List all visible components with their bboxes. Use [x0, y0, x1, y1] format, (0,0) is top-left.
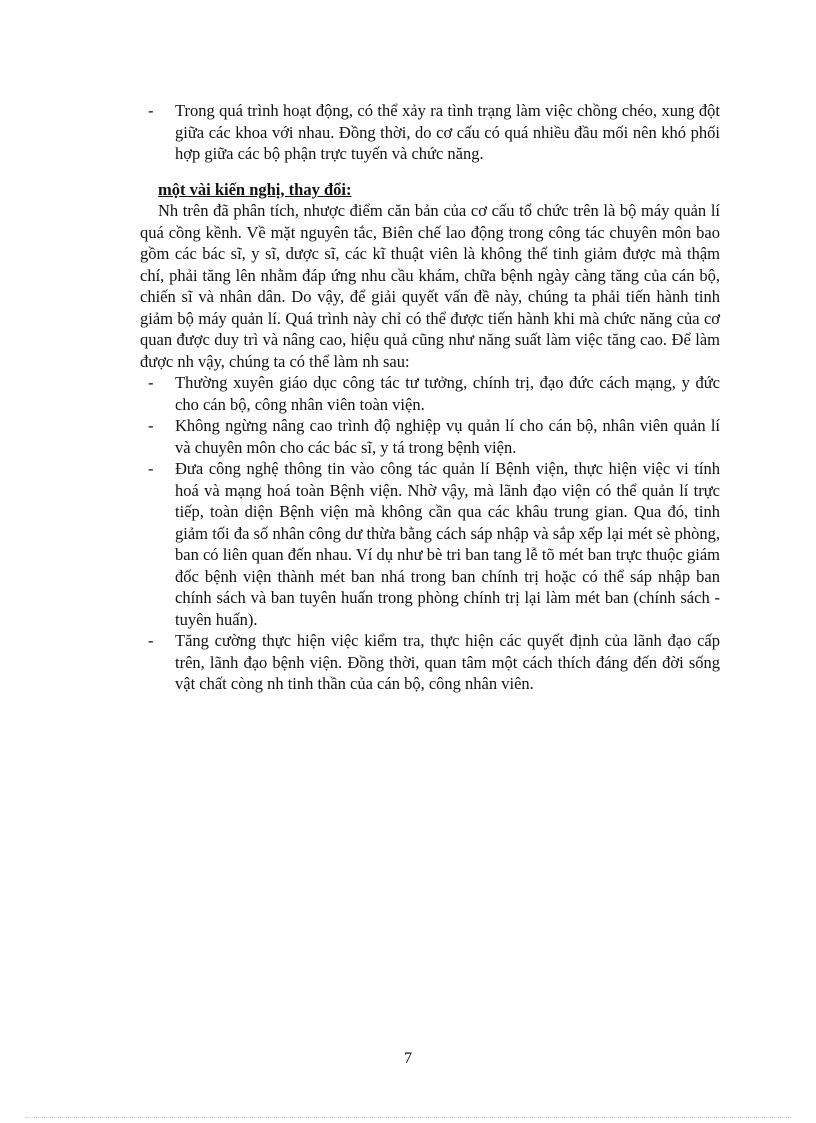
recommendation-item: [140, 372, 720, 415]
bullet-dash: -: [148, 101, 154, 120]
bullet-dash: -: [148, 459, 154, 478]
bullet-dash: -: [148, 416, 154, 435]
page-body: [140, 100, 720, 695]
page-number: 7: [404, 1050, 412, 1067]
intro-bullet-item: [140, 100, 720, 165]
recommendation-text: Thường xuyên giáo dục công tác tư tưởng, chính trị, đạo đức cách mạng, y đức cho cán bộ, công nhân viên toàn viện.: [175, 373, 720, 414]
recommendation-text: Tăng cường thực hiện việc kiểm tra, thực hiện các quyết định của lãnh đạo cấp trên, lãnh đạo bệnh viện. Đồng thời, quan tâm một cách thích đáng đến đời sống vật chất còng nh tinh thần của cán bộ, công nhân viên.: [175, 631, 720, 693]
recommendation-item: [140, 415, 720, 458]
page-bottom-divider: [25, 1117, 791, 1118]
recommendation-item: [140, 458, 720, 630]
section-heading: một vài kiến nghị, thay đổi:: [158, 179, 352, 199]
bullet-dash: -: [148, 373, 154, 392]
recommendation-list: [140, 372, 720, 695]
recommendation-text: Không ngừng nâng cao trình độ nghiệp vụ quản lí cho cán bộ, nhân viên quản lí và chuyên môn cho các bác sĩ, y tá trong bệnh viện.: [175, 416, 720, 457]
bullet-dash: -: [148, 631, 154, 650]
body-paragraph: Nh trên đã phân tích, nhược điểm căn bản của cơ cấu tổ chức trên là bộ máy quản lí quá cồng kềnh. Về mặt nguyên tắc, Biên chế lao động trong công tác chuyên môn bao gồm các bác sĩ, y sĩ, dược sĩ, các kĩ thuật viên là không thể tinh giảm được mà thậm chí, phải tăng lên nhằm đáp ứng nhu cầu khám, chữa bệnh ngày càng tăng của cán bộ, chiến sĩ và nhân dân. Do vậy, để giải quyết vấn đề này, chúng ta phải tiến hành tinh giảm bộ máy quản lí. Quá trình này chỉ có thể được tiến hành khi mà chức năng của cơ quan được duy trì và nâng cao, hiệu quả cũng như năng suất làm việc tăng cao. Để làm được nh vậy, chúng ta có thể làm nh sau:: [140, 201, 720, 371]
intro-bullet-text: Trong quá trình hoạt động, có thể xảy ra tình trạng làm việc chồng chéo, xung đột giữa các khoa với nhau. Đồng thời, do cơ cấu có quá nhiều đầu mối nên khó phối hợp giữa các bộ phận trực tuyến và chức năng.: [175, 101, 720, 163]
recommendation-item: [140, 630, 720, 695]
recommendation-text: Đưa công nghệ thông tin vào công tác quản lí Bệnh viện, thực hiện việc vi tính hoá và mạng hoá toàn Bệnh viện. Nhờ vậy, mà lãnh đạo viện có thể quản lí trực tiếp, toàn diện Bệnh viện mà không cần qua các khâu trung gian. Qua đó, tinh giảm tối đa số nhân công dư thừa bằng cách sáp nhập và sắp xếp lại mét sè phòng, ban có liên quan đến nhau. Ví dụ như bè tri ban tang lễ tõ mét ban trực thuộc giám đốc bệnh viện thành mét ban nhá trong ban chính trị hoặc có thể sáp nhập ban chính sách và ban tuyên huấn trong phòng chính trị lại làm mét ban (chính sách - tuyên huấn).: [175, 459, 720, 629]
